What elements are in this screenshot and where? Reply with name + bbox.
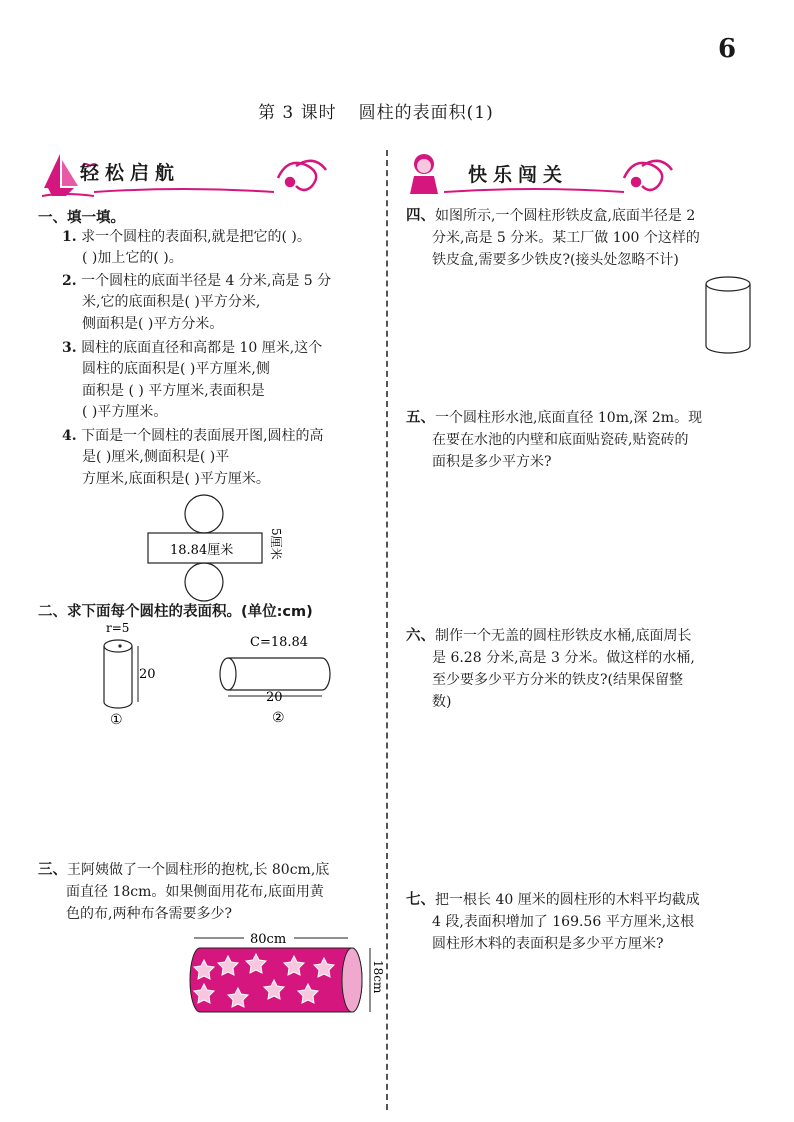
lesson-title xyxy=(258,98,516,123)
s3-line: 面直径 18cm。如果侧面用花布,底面用黄 xyxy=(66,884,324,900)
s1-line: ( )加上它的( )。 xyxy=(82,250,183,266)
s5-line: 在要在水池的内壁和底面贴瓷砖,贴瓷砖的 xyxy=(432,432,689,448)
s6-line: 至少要多少平方分米的铁皮?(结果保留整 xyxy=(432,672,683,688)
right-banner-decoration xyxy=(404,148,744,200)
pillow-diagram xyxy=(178,926,390,1022)
section2-heading: 二、求下面每个圆柱的表面积。(单位:cm) xyxy=(38,604,313,620)
banner-underline xyxy=(94,189,274,192)
child-icon xyxy=(410,154,438,194)
net-height-label: 5厘米 xyxy=(269,528,283,560)
s4-line: 铁皮盒,需要多少铁皮?(接头处忽略不计) xyxy=(432,252,679,268)
s1-line: 是( )厘米,侧面积是( )平 xyxy=(82,449,230,465)
banner-underline xyxy=(444,189,624,192)
cyl2-marker: ② xyxy=(272,710,285,726)
s1-line: ( )平方厘米。 xyxy=(82,404,168,420)
pillow-diameter-label: 18cm xyxy=(371,960,385,994)
lesson-number: 第 3 课时 xyxy=(258,103,337,123)
left-banner-title: 轻松启航 xyxy=(80,162,181,184)
lesson-topic: 圆柱的表面积(1) xyxy=(358,103,494,123)
s1-line: 3. 圆柱的底面直径和高都是 10 厘米,这个 xyxy=(62,340,323,356)
right-banner-title: 快乐闯关 xyxy=(468,164,569,186)
cyl1-height-label: 20 xyxy=(139,667,156,682)
cyl2-circumference-label: C=18.84 xyxy=(250,635,309,650)
s4-line: 四、如图所示,一个圆柱形铁皮盒,底面半径是 2 xyxy=(406,208,696,224)
cylinder-net-diagram xyxy=(140,494,300,606)
net-top-circle xyxy=(185,495,223,533)
pillow-length-label: 80cm xyxy=(250,932,287,947)
s1-line: 4. 下面是一个圆柱的表面展开图,圆柱的高 xyxy=(62,428,324,444)
cyl1-marker: ① xyxy=(110,712,123,728)
s1-line: 1. 求一个圆柱的表面积,就是把它的( )。 xyxy=(62,229,311,245)
s5-line: 面积是多少平方米? xyxy=(432,454,552,470)
s7-line: 七、把一根长 40 厘米的圆柱形的木料平均截成 xyxy=(406,892,700,908)
net-bottom-circle xyxy=(185,563,223,601)
s7-line: 圆柱形木料的表面积是多少平方厘米? xyxy=(432,936,664,952)
s4-line: 分米,高是 5 分米。某工厂做 100 个这样的 xyxy=(432,230,700,246)
s6-line: 数) xyxy=(432,694,452,710)
s7-line: 4 段,表面积增加了 169.56 平方厘米,这根 xyxy=(432,914,695,930)
page-number: 6 xyxy=(718,34,737,64)
section1-heading: 一、填一填。 xyxy=(38,210,125,226)
s3-line: 色的布,两种布各需要多少? xyxy=(66,906,232,922)
s3-line: 三、王阿姨做了一个圆柱形的抱枕,长 80cm,底 xyxy=(38,862,330,878)
s1-line: 圆柱的底面积是( )平方厘米,侧 xyxy=(82,361,270,377)
s6-line: 是 6.28 分米,高是 3 分米。做这样的水桶, xyxy=(432,650,695,666)
s1-line: 米,它的底面积是( )平方分米, xyxy=(82,294,261,310)
cyl1-radius-label: r=5 xyxy=(106,621,130,635)
s5-line: 五、一个圆柱形水池,底面直径 10m,深 2m。现 xyxy=(406,410,703,426)
s1-line: 面积是 ( ) 平方厘米,表面积是 xyxy=(82,383,265,399)
cylinder-2-diagram xyxy=(212,632,352,728)
s6-line: 六、制作一个无盖的圆柱形铁皮水桶,底面周长 xyxy=(406,628,692,644)
s1-line: 2. 一个圆柱的底面半径是 4 分米,高是 5 分 xyxy=(62,273,332,289)
swirl-icon xyxy=(278,161,326,190)
cyl2-length-label: 20 xyxy=(266,690,283,705)
tin-box-diagram xyxy=(700,272,760,358)
cylinder-1-diagram xyxy=(92,620,172,730)
swirl-icon xyxy=(624,161,672,190)
s1-line: 侧面积是( )平方分米。 xyxy=(82,316,224,332)
net-width-label: 18.84厘米 xyxy=(170,543,234,558)
s1-line: 方厘米,底面积是( )平方厘米。 xyxy=(82,471,270,487)
